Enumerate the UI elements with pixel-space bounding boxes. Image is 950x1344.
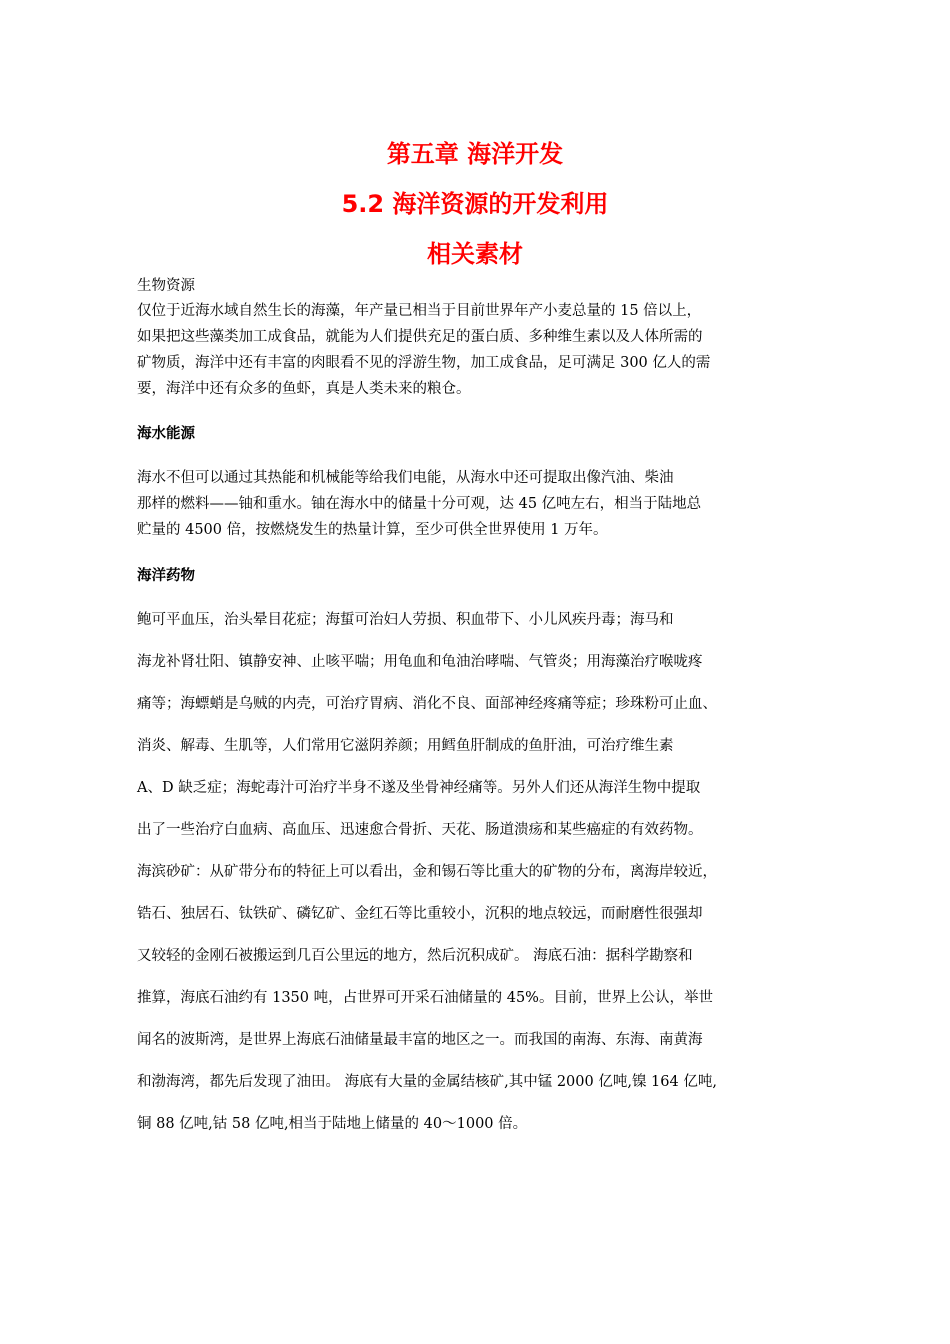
text-line: 出了一些治疗白血病、高血压、迅速愈合骨折、天花、肠道溃疡和某些癌症的有效药物。 bbox=[137, 822, 703, 838]
text-line: 闻名的波斯湾，是世界上海底石油储量最丰富的地区之一。而我国的南海、东海、南黄海 bbox=[137, 1032, 703, 1048]
text-line: 贮量的 4500 倍，按燃烧发生的热量计算，至少可供全世界使用 1 万年。 bbox=[137, 522, 608, 538]
section-title: 5.2 海洋资源的开发利用 bbox=[341, 190, 609, 218]
text-line: 鲍可平血压，治头晕目花症；海蜇可治妇人劳损、积血带下、小儿风疾丹毒；海马和 bbox=[137, 612, 674, 628]
text-line: 海水不但可以通过其热能和机械能等给我们电能，从海水中还可提取出像汽油、柴油 bbox=[137, 470, 674, 486]
chapter-title: 第五章 海洋开发 bbox=[386, 140, 564, 168]
material-title: 相关素材 bbox=[427, 240, 523, 268]
text-line: 那样的燃料——铀和重水。铀在海水中的储量十分可观，达 45 亿吨左右，相当于陆地总 bbox=[137, 496, 702, 512]
bio-resources-label: 生物资源 bbox=[137, 278, 195, 294]
text-line: 要，海洋中还有众多的鱼虾，真是人类未来的粮仓。 bbox=[137, 381, 471, 397]
text-line: 锆石、独居石、钛铁矿、磷钇矿、金红石等比重较小，沉积的地点较远，而耐磨性很强却 bbox=[137, 906, 703, 922]
text-line: 和渤海湾，都先后发现了油田。 海底有大量的金属结核矿,其中锰 2000 亿吨,镍 164 亿吨, bbox=[137, 1074, 717, 1090]
text-line: 痛等；海螵蛸是乌贼的内壳，可治疗胃病、消化不良、面部神经疼痛等症；珍珠粉可止血、 bbox=[137, 696, 717, 712]
text-line: 海龙补肾壮阳、镇静安神、止咳平喘；用龟血和龟油治哮喘、气管炎；用海藻治疗喉咙疼 bbox=[137, 654, 703, 670]
text-line: 铜 88 亿吨,钴 58 亿吨,相当于陆地上储量的 40～1000 倍。 bbox=[137, 1116, 528, 1132]
text-line: 仅位于近海水域自然生长的海藻，年产量已相当于目前世界年产小麦总量的 15 倍以上， bbox=[137, 303, 702, 319]
text-line: 推算，海底石油约有 1350 吨，占世界可开采石油储量的 45%。目前，世界上公认，举世 bbox=[137, 990, 713, 1006]
text-line: 矿物质，海洋中还有丰富的肉眼看不见的浮游生物，加工成食品，足可满足 300 亿人的需 bbox=[137, 355, 711, 371]
text-line: 消炎、解毒、生肌等，人们常用它滋阴养颜；用鳕鱼肝制成的鱼肝油，可治疗维生素 bbox=[137, 738, 674, 754]
seawater-energy-heading: 海水能源 bbox=[137, 426, 195, 442]
text-line: 又较轻的金刚石被搬运到几百公里远的地方，然后沉积成矿。 海底石油：据科学勘察和 bbox=[137, 948, 693, 964]
marine-medicine-heading: 海洋药物 bbox=[137, 568, 195, 584]
text-line: 如果把这些藻类加工成食品，就能为人们提供充足的蛋白质、多种维生素以及人体所需的 bbox=[137, 329, 703, 345]
text-line: 海滨砂矿：从矿带分布的特征上可以看出，金和锡石等比重大的矿物的分布，离海岸较近， bbox=[137, 864, 717, 880]
text-line: A、D 缺乏症；海蛇毒汁可治疗半身不遂及坐骨神经痛等。另外人们还从海洋生物中提取 bbox=[137, 780, 701, 796]
